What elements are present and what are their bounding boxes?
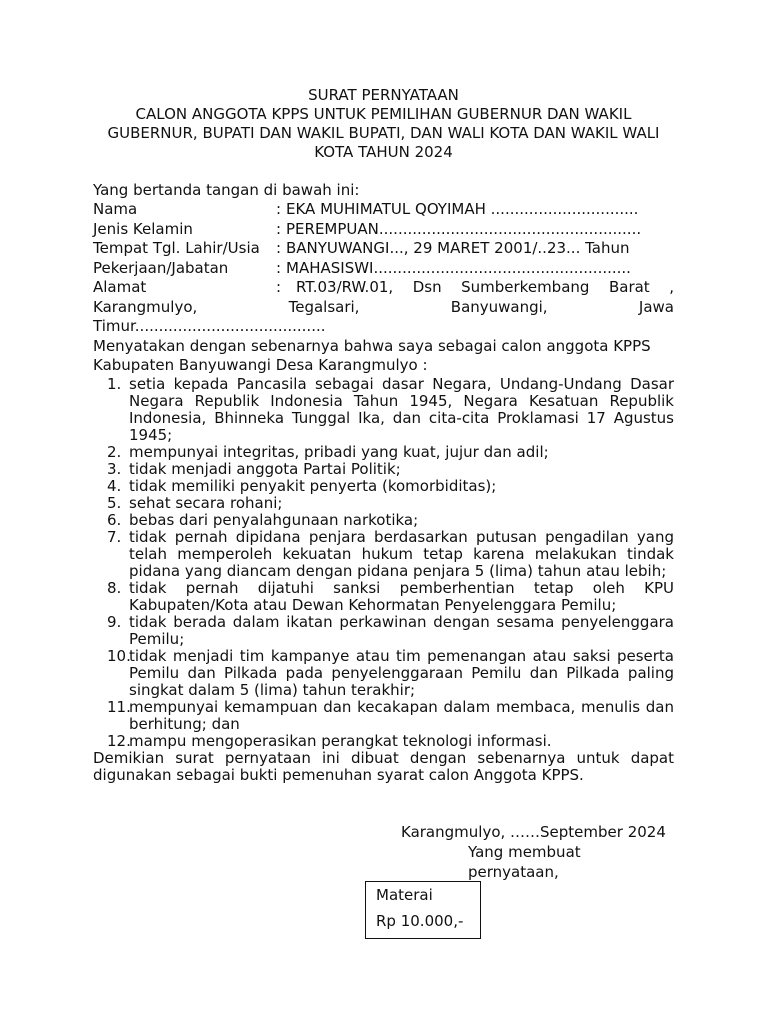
list-item-number [93,376,129,444]
list-item-number [93,699,129,733]
place-date: Karangmulyo, ……September 2024 [401,823,666,841]
list-item-text: mempunyai kemampuan dan kecakapan dalam membaca, menulis dan berhitung; dan [129,697,674,733]
list-item-number-text: 9. [107,612,122,631]
stamp-label: Materai [376,886,433,904]
signature-block [401,822,666,882]
declaration-line-2: Kabupaten Banyuwangi Desa Karangmulyo : [93,356,428,374]
address-line-2: Karangmulyo, Tegalsari, Banyuwangi, Jawa [93,297,674,316]
list-item-text: tidak pernah dijatuhi sanksi pemberhentian tetap oleh KPU Kabupaten/Kota atau Dewan Kehormatan Penyelenggara Pemilu; [129,578,674,614]
list-item-number [93,648,129,699]
list-item-text: tidak pernah dipidana penjara berdasarkan putusan pengadilan yang telah memperoleh kekuatan hukum tetap karena melakukan tindak pidana yang diancam dengan pidana penjara 5 (lima) tahun atau lebih; [129,527,674,580]
field-jenis-kelamin [93,220,674,240]
list-item-number-text: 8. [107,578,122,597]
field-label: Jenis Kelamin [93,219,193,238]
list-item-number [93,461,129,478]
list-item [93,648,674,699]
list-item-number [93,495,129,512]
list-item-number [93,444,129,461]
list-item-number-text: 12. [107,731,131,750]
list-item-text: sehat secara rohani; [129,493,283,512]
stamp-value: Rp 10.000,- [376,912,464,930]
list-item-number [93,478,129,495]
list-item-number-text: 1. [107,374,122,393]
list-item-number-text: 11. [107,697,131,716]
field-separator: : [276,239,282,257]
list-item [93,614,674,648]
list-item-number-text: 10. [107,646,131,665]
signature-line-1: Yang membuat [468,843,581,861]
field-value: PEREMPUAN....................................................... [286,219,642,238]
list-item-text: setia kepada Pancasila sebagai dasar Negara, Undang-Undang Dasar Negara Republik Indonesia Tahun 1945, Negara Kesatuan Republik Indonesia, Bhinneka Tunggal Ika, dan cita-cita Proklamasi 17 Agustus 1945; [129,374,674,444]
field-pekerjaan [93,259,674,279]
field-alamat [93,278,674,298]
field-separator: : [276,200,282,218]
list-item-number [93,529,129,580]
field-value: MAHASISWI...................................................... [286,258,631,277]
materai-stamp-box [365,881,481,939]
title-line-2: CALON ANGGOTA KPPS UNTUK PEMILIHAN GUBERNUR DAN WAKIL [135,105,632,123]
field-label: Pekerjaan/Jabatan [93,258,229,277]
field-value: EKA MUHIMATUL QOYIMAH ............................... [286,200,639,218]
list-item-number-text: 3. [107,459,122,478]
list-item-number-text: 5. [107,493,122,512]
title-line-1: SURAT PERNYATAAN [308,86,459,104]
field-label: Nama [93,200,138,218]
address-line-1: RT.03/RW.01, Dsn Sumberkembang Barat , [296,278,674,296]
opening-text: Yang bertanda tangan di bawah ini: [93,181,360,199]
field-ttl [93,239,674,259]
list-item-text: bebas dari penyalahgunaan narkotika; [129,510,419,529]
field-separator: : [276,278,282,296]
list-item-number [93,580,129,614]
field-separator: : [276,258,282,277]
list-item [93,495,674,512]
document-body [93,86,674,784]
declaration-line-1: Menyatakan dengan sebenarnya bahwa saya sebagai calon anggota KPPS [93,336,651,355]
list-item-number-text: 6. [107,510,122,529]
list-item [93,376,674,444]
list-item [93,699,674,733]
title-line-4: KOTA TAHUN 2024 [314,143,453,161]
list-item-text: tidak memiliki penyakit penyerta (komorbiditas); [129,476,497,495]
list-item-number-text: 7. [107,527,122,546]
document-title [93,86,674,162]
field-label: Alamat [93,278,147,296]
list-item-text: mampu mengoperasikan perangkat teknologi informasi. [129,731,552,750]
list-item-number [93,512,129,529]
list-item [93,444,674,461]
list-item-number-text: 2. [107,442,122,461]
list-item-number [93,733,129,750]
field-separator: : [276,219,282,238]
list-item-text: tidak berada dalam ikatan perkawinan dengan sesama penyelenggara Pemilu; [129,612,674,648]
list-item [93,461,674,478]
list-item-number [93,614,129,648]
list-item-text: mempunyai integritas, pribadi yang kuat, jujur dan adil; [129,442,549,461]
list-item [93,512,674,529]
list-item-text: tidak menjadi anggota Partai Politik; [129,459,401,478]
list-item [93,478,674,495]
field-label: Tempat Tgl. Lahir/Usia [93,239,260,257]
signature-line-2: pernyataan, [468,863,559,881]
list-item [93,580,674,614]
list-item [93,733,674,750]
requirement-list [93,376,674,750]
list-item-text: tidak menjadi tim kampanye atau tim pemenangan atau saksi peserta Pemilu dan Pilkada pada penyelenggaraan Pemilu dan Pilkada paling singkat dalam 5 (lima) tahun terakhir; [129,646,674,699]
address-line-3: Timur........................................ [93,317,326,335]
field-value: BANYUWANGI..., 29 MARET 2001/..23... Tahun [286,239,630,257]
list-item-number-text: 4. [107,476,122,495]
title-line-3: GUBERNUR, BUPATI DAN WAKIL BUPATI, DAN WALI KOTA DAN WAKIL WALI [107,124,660,142]
list-item [93,529,674,580]
closing-statement: Demikian surat pernyataan ini dibuat dengan sebenarnya untuk dapat digunakan sebagai bukti pemenuhan syarat calon Anggota KPPS. [93,748,674,784]
field-nama [93,200,674,220]
